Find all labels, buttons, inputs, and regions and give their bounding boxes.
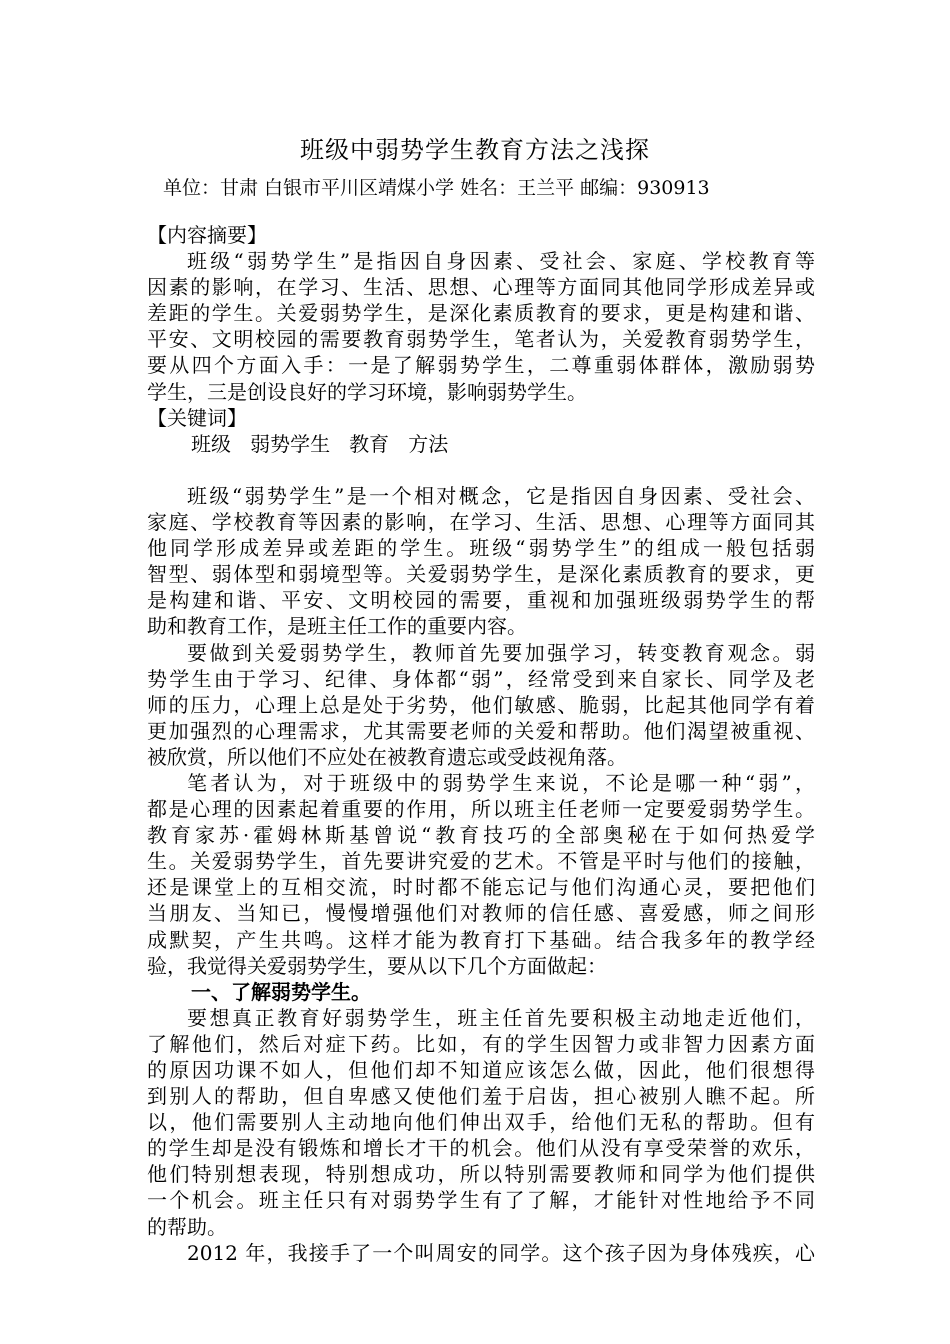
- keywords-text: 班级 弱势学生 教育 方法: [191, 431, 449, 456]
- paragraph-4: [147, 1005, 815, 1240]
- paragraph-line: 一个机会。班主任只有对弱势学生有了了解，才能针对性地给予不同: [147, 1188, 815, 1213]
- paragraph-2: [147, 640, 815, 770]
- keywords-label: 【关键词】: [147, 405, 247, 430]
- paragraph-line: 家庭、学校教育等因素的影响，在学习、生活、思想、心理等方面同其: [147, 510, 815, 535]
- author-info: 单位：甘肃 白银市平川区靖煤小学 姓名：王兰平 邮编：930913: [163, 177, 710, 199]
- paragraph-line: 当朋友、当知已，慢慢增强他们对教师的信任感、喜爱感，师之间形: [147, 901, 815, 926]
- paragraph-line: 他们特别想表现，特别想成功，所以特别需要教师和同学为他们提供: [147, 1162, 815, 1187]
- paragraph-line: 他同学形成差异或差距的学生。班级“弱势学生”的组成一般包括弱: [147, 536, 815, 561]
- abstract-line: 差距的学生。关爱弱势学生，是深化素质教育的要求，更是构建和谐、: [147, 301, 815, 326]
- paragraph-line: 助和教育工作，是班主任工作的重要内容。: [147, 614, 527, 639]
- paragraph-line: 师的压力，心理上总是处于劣势，他们敏感、脆弱，比起其他同学有着: [147, 692, 815, 717]
- spacer: [147, 457, 815, 483]
- paragraph-line: 要想真正教育好弱势学生，班主任首先要积极主动地走近他们，: [187, 1005, 815, 1030]
- abstract-line: 要从四个方面入手：一是了解弱势学生，二尊重弱体群体，激励弱势: [147, 353, 815, 378]
- paragraph-line: 的帮助。: [147, 1214, 227, 1239]
- paragraph-line: 的学生却是没有锻炼和增长才干的机会。他们从没有享受荣誉的欢乐，: [147, 1136, 815, 1161]
- paragraph-line: 2012 年，我接手了一个叫周安的同学。这个孩子因为身体残疾，心: [187, 1240, 815, 1265]
- paragraph-line: 班级“弱势学生”是一个相对概念，它是指因自身因素、受社会、: [187, 483, 815, 508]
- paragraph-line: 智型、弱体型和弱境型等。关爱弱势学生，是深化素质教育的要求，更: [147, 562, 815, 587]
- abstract-label: 【内容摘要】: [147, 223, 267, 247]
- paragraph-line: 笔者认为，对于班级中的弱势学生来说，不论是哪一种“弱”，: [187, 770, 815, 795]
- paragraph-line: 还是课堂上的互相交流，时时都不能忘记与他们沟通心灵，要把他们: [147, 875, 815, 900]
- abstract-line: 班级“弱势学生”是指因自身因素、受社会、家庭、学校教育等: [187, 249, 815, 274]
- paragraph-line: 到别人的帮助，但自卑感又使他们羞于启齿，担心被别人瞧不起。所: [147, 1084, 815, 1109]
- abstract-text: [147, 248, 815, 405]
- paragraph-line: 教育家苏·霍姆林斯基曾说“教育技巧的全部奥秘在于如何热爱学: [147, 823, 815, 848]
- paragraph-line: 要做到关爱弱势学生，教师首先要加强学习，转变教育观念。弱: [187, 640, 815, 665]
- document-title: 班级中弱势学生教育方法之浅探: [300, 136, 650, 164]
- paragraph-line: 以，他们需要别人主动地向他们伸出双手，给他们无私的帮助。但有: [147, 1110, 815, 1135]
- abstract-line: 因素的影响，在学习、生活、思想、心理等方面同其他同学形成差异或: [147, 275, 815, 300]
- paragraph-line: 势学生由于学习、纪律、身体都“弱”，经常受到来自家长、同学及老: [147, 666, 815, 691]
- paragraph-line: 被欣赏，所以他们不应处在被教育遗忘或受歧视角落。: [147, 744, 627, 769]
- section-heading: 一、了解弱势学生。: [191, 979, 371, 1004]
- paragraph-line: 生。关爱弱势学生，首先要讲究爱的艺术。不管是平时与他们的接触，: [147, 849, 815, 874]
- paragraph-line: 了解他们，然后对症下药。比如，有的学生因智力或非智力因素方面: [147, 1031, 815, 1056]
- document-body: [147, 222, 815, 1266]
- paragraph-3: [147, 770, 815, 979]
- paragraph-5: [147, 1240, 815, 1266]
- abstract-line: 学生，三是创设良好的学习环境，影响弱势学生。: [147, 379, 587, 404]
- abstract-line: 平安、文明校园的需要教育弱势学生，笔者认为，关爱教育弱势学生，: [147, 327, 815, 352]
- paragraph-line: 是构建和谐、平安、文明校园的需要，重视和加强班级弱势学生的帮: [147, 588, 815, 613]
- paragraph-1: [147, 483, 815, 640]
- paragraph-line: 都是心理的因素起着重要的作用，所以班主任老师一定要爱弱势学生。: [147, 797, 815, 822]
- paragraph-line: 更加强烈的心理需求，尤其需要老师的关爱和帮助。他们渴望被重视、: [147, 718, 815, 743]
- paragraph-line: 的原因功课不如人，但他们却不知道应该怎么做，因此，他们很想得: [147, 1058, 815, 1082]
- paragraph-line: 成默契，产生共鸣。这样才能为教育打下基础。结合我多年的教学经: [147, 927, 815, 952]
- paragraph-line: 验，我觉得关爱弱势学生，要从以下几个方面做起：: [147, 953, 607, 978]
